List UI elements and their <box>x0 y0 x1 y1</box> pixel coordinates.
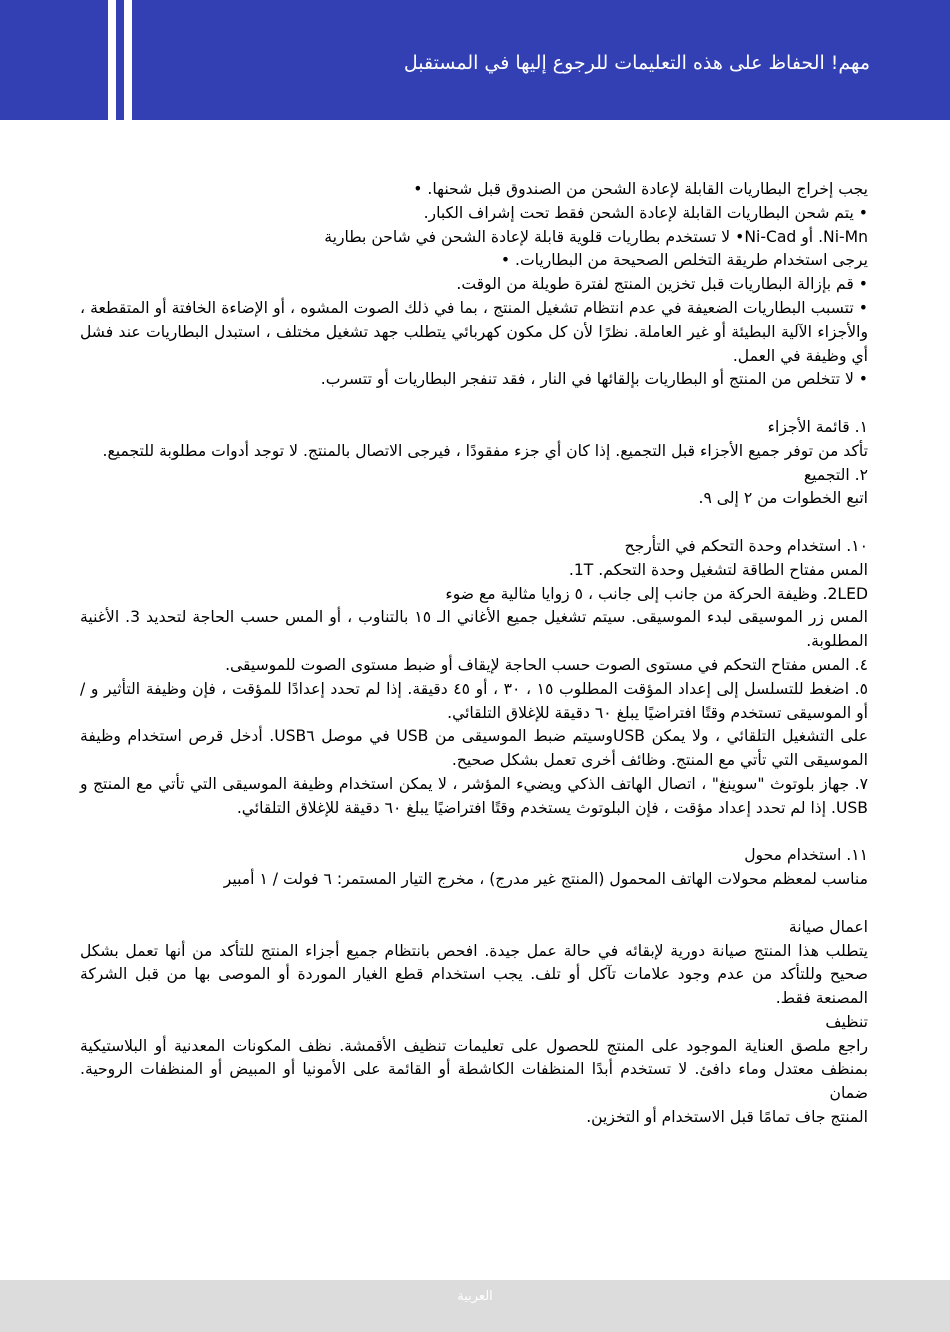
paragraph: على التشغيل التلقائي ، ولا يمكن USBوسيتم ضبط الموسيقى من USB في موصل USB٦. أدخل قرص استخدام وظيفة الموسيقى التي تأتي مع المنتج. وظائف أخرى تعمل بشكل صحيح. <box>80 727 868 770</box>
paragraph: • قم بإزالة البطاريات قبل تخزين المنتج لفترة طويلة من الوقت. <box>456 275 868 294</box>
paragraph: ٢. التجميع <box>803 465 868 484</box>
paragraph: ١١. استخدام محول <box>744 846 868 865</box>
page-title: مهم! الحفاظ على هذه التعليمات للرجوع إليها في المستقبل <box>403 52 870 74</box>
paragraph: اتبع الخطوات من ٢ إلى ٩. <box>698 489 868 508</box>
paragraph: ١. قائمة الأجزاء <box>767 417 868 436</box>
footer-bar <box>0 1280 950 1332</box>
paragraph: ٥. اضغط للتسلسل إلى إعداد المؤقت المطلوب ١٥ ، ٣٠ ، أو ٤٥ دقيقة. إذا لم تحدد إعدادًا للمؤقت ، فإن وظيفة التأثير و / أو الموسيقى تستخدم وقتًا افتراضيًا يبلغ ٦٠ دقيقة للإغلاق التلقائي. <box>80 679 868 722</box>
header-stripe <box>108 0 116 120</box>
paragraph: ٤. المس مفتاح التحكم في مستوى الصوت حسب الحاجة لإيقاف أو ضبط مستوى الصوت للموسيقى. <box>225 655 868 674</box>
paragraph: المس زر الموسيقى لبدء الموسيقى. سيتم تشغيل جميع الأغاني الـ ١٥ بالتناوب ، أو المس حسب الحاجة لتحديد 3. الأغنية المطلوبة. <box>80 608 868 651</box>
paragraph: ٧. جهاز بلوتوث "سوينغ" ، اتصال الهاتف الذكي ويضيء المؤشر ، لا يمكن استخدام وظيفة الموسيقى التي تأتي مع المنتج و USB. إذا لم تحدد إعداد مؤقت ، فإن البلوتوث يستخدم وقتًا افتراضيًا يبلغ ٦٠ دقيقة للإغلاق التلقائي. <box>80 774 868 817</box>
paragraph: تنظيف <box>825 1012 868 1031</box>
paragraph: يتطلب هذا المنتج صيانة دورية لإبقائه في حالة عمل جيدة. افحص بانتظام جميع أجزاء المنتج للتأكد من أنها تعمل بشكل صحيح وللتأكد من عدم وجود علامات تآكل أو تلف. يجب استخدام قطع الغيار الموردة أو الموصى بها من قبل الشركة المصنعة فقط. <box>80 941 868 1008</box>
paragraph: 2LED. وظيفة الحركة من جانب إلى جانب ، ٥ زوايا مثالية مع ضوء <box>445 584 868 603</box>
paragraph: تأكد من توفر جميع الأجزاء قبل التجميع. إذا كان أي جزء مفقودًا ، فيرجى الاتصال بالمنتج. لا توجد أدوات مطلوبة للتجميع. <box>102 441 868 460</box>
paragraph: • لا تتخلص من المنتج أو البطاريات بإلقائها في النار ، فقد تنفجر البطاريات أو تتسرب. <box>320 370 868 389</box>
blank-line <box>80 821 868 845</box>
paragraph: • تتسبب البطاريات الضعيفة في عدم انتظام تشغيل المنتج ، بما في ذلك الصوت المشوه ، أو الإضاءة الخافتة أو المتقطعة ، والأجزاء الآلية البطيئة أو غير العاملة. نظرًا لأن كل مكون كهربائي يتطلب جهد تشغيل مختلف ، استبدل البطاريات عند فشل أي وظيفة في العمل. <box>80 298 868 365</box>
instructions-body <box>80 178 868 1130</box>
paragraph: • يتم شحن البطاريات القابلة لإعادة الشحن فقط تحت إشراف الكبار. <box>423 203 868 222</box>
header-stripe <box>124 0 132 120</box>
blank-line <box>80 511 868 535</box>
paragraph: المنتج جاف تمامًا قبل الاستخدام أو التخزين. <box>586 1108 868 1127</box>
footer-language-label: العربية <box>457 1289 493 1304</box>
paragraph: اعمال صيانة <box>788 917 868 936</box>
paragraph: مناسب لمعظم محولات الهاتف المحمول (المنتج غير مدرج) ، مخرج التيار المستمر: ٦ فولت / ١ أمبير <box>223 870 868 889</box>
paragraph: يرجى استخدام طريقة التخلص الصحيحة من البطاريات. • <box>500 251 868 270</box>
paragraph: يجب إخراج البطاريات القابلة لإعادة الشحن من الصندوق قبل شحنها. • <box>413 180 868 198</box>
paragraph: راجع ملصق العناية الموجود على المنتج للحصول على تعليمات تنظيف الأقمشة. نظف المكونات المعدنية أو البلاستيكية بمنظف معتدل وماء دافئ. لا تستخدم أبدًا المنظفات الكاشطة أو القائمة على الأمونيا أو المبيض أو المنظفات الروحية. ضمان <box>80 1036 868 1103</box>
paragraph: Ni-Mn. أو Ni-Cad• لا تستخدم بطاريات قلوية قابلة لإعادة الشحن في شاحن بطارية <box>324 227 868 246</box>
paragraph: ١٠. استخدام وحدة التحكم في التأرجح <box>624 536 868 555</box>
blank-line <box>80 892 868 916</box>
paragraph: المس مفتاح الطاقة لتشغيل وحدة التحكم. 1T. <box>568 560 868 579</box>
blank-line <box>80 392 868 416</box>
